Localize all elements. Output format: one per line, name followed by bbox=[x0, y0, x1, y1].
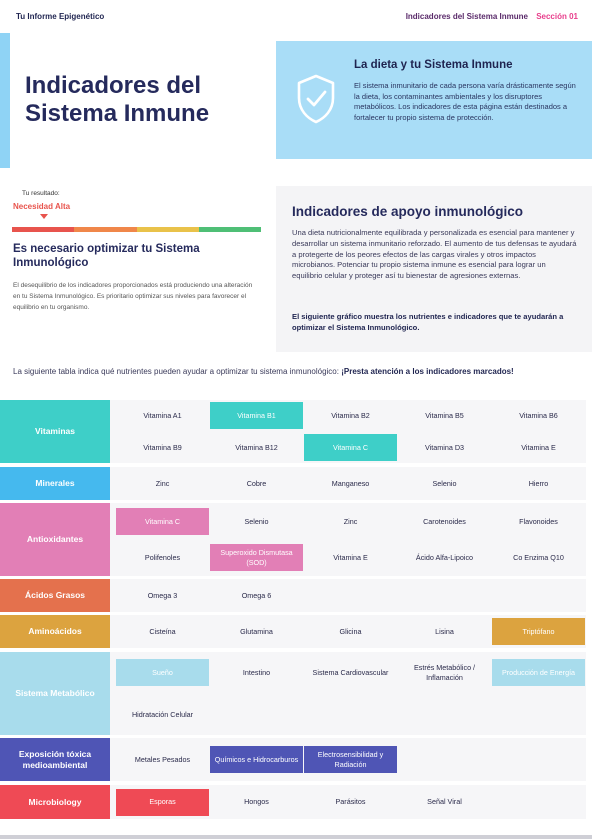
support-title: Indicadores de apoyo inmunológico bbox=[292, 204, 524, 219]
row-category-label: Minerales bbox=[0, 467, 110, 500]
indicator-cell: Vitamina E bbox=[521, 442, 556, 452]
indicator-cell: Lisina bbox=[435, 626, 454, 636]
scale-segment bbox=[74, 227, 136, 232]
result-value: Necesidad Alta bbox=[13, 202, 71, 211]
indicator-cell: Hidratación Celular bbox=[131, 709, 194, 719]
optimize-title: Es necesario optimizar tu Sistema Inmunológico bbox=[13, 243, 200, 269]
scale-segment bbox=[199, 227, 261, 232]
row-category-label: Antioxidantes bbox=[0, 503, 110, 576]
highlighted-indicator-cell: Vitamina B1 bbox=[210, 402, 303, 429]
indicator-cell: Vitamina E bbox=[333, 553, 368, 562]
indicator-cell: Zinc bbox=[155, 478, 170, 488]
indicator-cell: Omega 6 bbox=[241, 590, 272, 600]
indicator-cell: Co Enzima Q10 bbox=[513, 553, 564, 562]
page-title-line1: Indicadores del bbox=[25, 72, 202, 99]
highlighted-indicator-cell: Químicos e Hidrocarburos bbox=[210, 746, 303, 773]
row-category-label: Ácidos Grasos bbox=[0, 579, 110, 612]
indicator-cell: Flavonoides bbox=[519, 516, 558, 526]
indicator-cell: Cisteína bbox=[149, 626, 176, 636]
indicator-cell: Señal Viral bbox=[427, 797, 462, 807]
indicator-cell: Vitamina A1 bbox=[143, 411, 182, 420]
indicator-cell: Hongos bbox=[244, 797, 269, 807]
table-row bbox=[0, 652, 586, 735]
indicator-cell: Selenio bbox=[432, 478, 457, 488]
indicator-cell: Intestino bbox=[242, 668, 271, 677]
indicator-cell: Omega 3 bbox=[147, 590, 178, 600]
indicator-cell: Glutamina bbox=[240, 626, 273, 636]
indicator-cell: Vitamina D3 bbox=[424, 442, 465, 452]
header-page-name: Indicadores del Sistema Inmune bbox=[405, 12, 528, 21]
scale-segment bbox=[12, 227, 74, 232]
table-intro-bold: ¡Presta atención a los indicadores marcados! bbox=[341, 367, 514, 376]
result-label: Tu resultado: bbox=[22, 190, 60, 197]
section-label: Sección 01 bbox=[536, 12, 578, 21]
highlighted-indicator-cell: Vitamina C bbox=[304, 434, 397, 461]
indicator-cell: Vitamina B2 bbox=[331, 411, 370, 420]
indicator-cell: Glicina bbox=[339, 626, 362, 636]
optimize-text: El desequilibrio de los indicadores proporcionados está produciendo una alteración en tu Sistema Inmunológico. Es prioritario optimizar sus niveles para favorecer el equilibrio en tu organismo. bbox=[13, 282, 253, 311]
highlighted-indicator-cell: Triptófano bbox=[492, 618, 585, 645]
table-row bbox=[0, 503, 586, 576]
page-title bbox=[25, 72, 265, 128]
report-name: Tu Informe Epigenético bbox=[16, 12, 105, 21]
page-title-line2: Sistema Inmune bbox=[25, 100, 210, 127]
indicator-cell: Hierro bbox=[528, 478, 549, 488]
result-scale-bar bbox=[12, 227, 261, 232]
title-accent-bar bbox=[0, 33, 10, 168]
header-breadcrumb bbox=[406, 12, 578, 21]
highlighted-indicator-cell: Sueño bbox=[116, 659, 209, 686]
highlighted-indicator-cell: Esporas bbox=[116, 789, 209, 816]
diet-text: El sistema inmunitario de cada persona varía drásticamente según la dieta, los contaminantes ambientales y los disruptores metabólicos. Los indicadores de esta página están destinados a fortalecer tu propio sistema de protección. bbox=[354, 81, 576, 122]
indicator-cell: Vitamina B6 bbox=[519, 411, 558, 420]
highlighted-indicator-cell: Electrosensibilidad y Radiación bbox=[304, 746, 397, 773]
indicator-cell: Sistema Cardiovascular bbox=[312, 668, 389, 677]
support-text: Una dieta nutricionalmente equilibrada y personalizada es esencial para mantener y desarrollar un sistema inmunitario reforzado. El aumento de tus defensas te ayudará a protegerte de los peores efectos de las cargas virales y otros impactos microbianos. Potenciar tu propio sistema inmune es esencial para lograr un equilibrio celular y proteger así tu bienestar de agresiones externas. bbox=[292, 228, 577, 281]
highlighted-indicator-cell: Vitamina C bbox=[116, 508, 209, 535]
indicator-cell: Ácido Alfa-Lipoico bbox=[415, 553, 474, 562]
indicator-cell: Polifenoles bbox=[144, 553, 181, 562]
table-row bbox=[0, 738, 586, 781]
shield-check-icon bbox=[296, 74, 336, 124]
indicator-cell: Metales Pesados bbox=[134, 754, 191, 764]
table-intro-text: La siguiente tabla indica qué nutrientes pueden ayudar a optimizar tu sistema inmunológico: bbox=[13, 367, 342, 376]
indicator-cell: Vitamina B5 bbox=[425, 411, 464, 420]
result-marker-icon bbox=[40, 214, 48, 219]
indicator-cell: Selenio bbox=[244, 516, 269, 526]
table-row bbox=[0, 400, 586, 463]
indicator-cell: Parásitos bbox=[335, 797, 366, 807]
row-category-label: Aminoácidos bbox=[0, 615, 110, 648]
page-bottom-border bbox=[0, 835, 592, 839]
table-row bbox=[0, 467, 586, 500]
highlighted-indicator-cell: Superoxido Dismutasa (SOD) bbox=[210, 544, 303, 571]
indicator-cell: Manganeso bbox=[331, 478, 370, 488]
indicator-cell: Cobre bbox=[246, 478, 267, 488]
diet-title: La dieta y tu Sistema Inmune bbox=[354, 59, 513, 71]
row-category-label: Vitaminas bbox=[0, 400, 110, 463]
table-intro bbox=[13, 366, 573, 378]
indicator-cell: Vitamina B12 bbox=[235, 442, 278, 452]
row-category-label: Microbiology bbox=[0, 785, 110, 819]
table-row bbox=[0, 615, 586, 648]
indicator-cell: Estrés Metabólico / Inflamación bbox=[413, 663, 476, 682]
indicator-cell: Carotenoides bbox=[423, 516, 466, 526]
row-category-label: Sistema Metabólico bbox=[0, 652, 110, 735]
row-category-label: Exposición tóxica medioambiental bbox=[0, 738, 110, 781]
table-row bbox=[0, 579, 586, 612]
scale-segment bbox=[137, 227, 199, 232]
indicator-cell: Vitamina B9 bbox=[143, 442, 182, 452]
highlighted-indicator-cell: Producción de Energía bbox=[492, 659, 585, 686]
indicator-cell: Zinc bbox=[343, 516, 358, 526]
support-bold-text: El siguiente gráfico muestra los nutrientes e indicadores que te ayudarán a optimizar el Sistema Inmunológico. bbox=[292, 312, 564, 332]
table-row bbox=[0, 785, 586, 819]
